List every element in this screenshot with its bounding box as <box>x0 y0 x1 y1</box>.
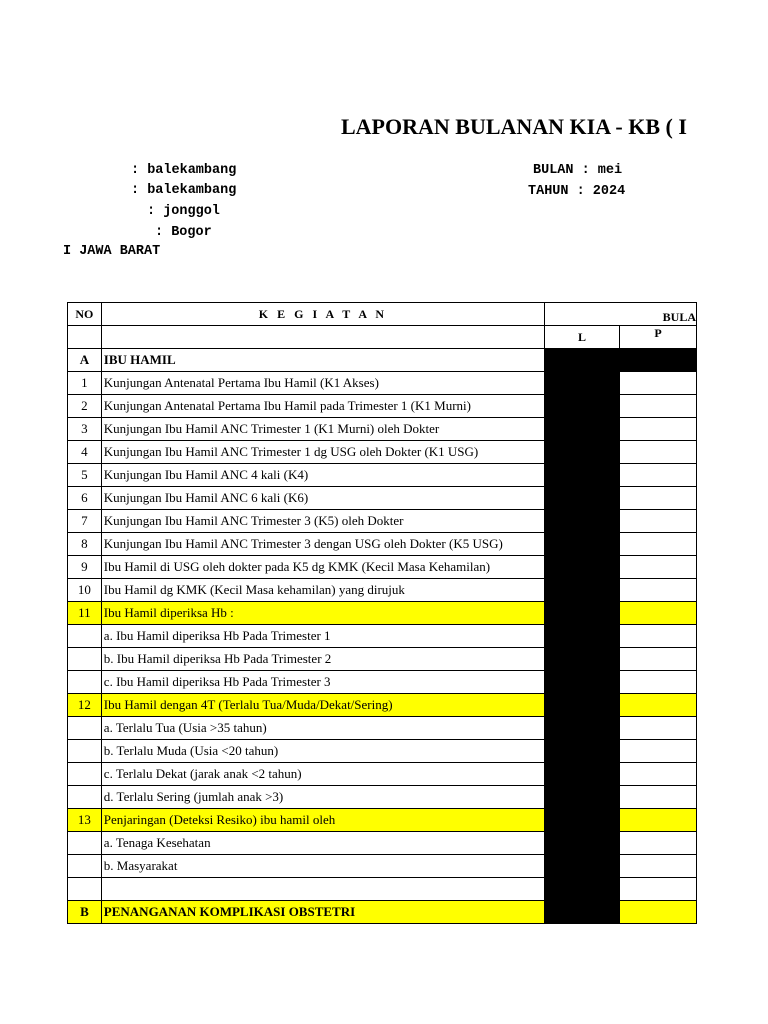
row-no: 3 <box>68 418 102 441</box>
table-row <box>68 510 697 533</box>
row-kegiatan: Kunjungan Ibu Hamil ANC Trimester 3 dengan USG oleh Dokter (K5 USG) <box>101 533 544 556</box>
table-header-row <box>68 303 697 326</box>
row-kegiatan: a. Tenaga Kesehatan <box>101 832 544 855</box>
row-kegiatan: d. Terlalu Sering (jumlah anak >3) <box>101 786 544 809</box>
table-row <box>68 694 697 717</box>
row-kegiatan: b. Masyarakat <box>101 855 544 878</box>
table-row <box>68 878 697 901</box>
row-no <box>68 717 102 740</box>
table-subheader-row <box>68 326 697 349</box>
table-row <box>68 579 697 602</box>
row-no: 12 <box>68 694 102 717</box>
row-no <box>68 832 102 855</box>
row-p-cell <box>620 786 697 809</box>
table-row <box>68 395 697 418</box>
row-no: 6 <box>68 487 102 510</box>
row-no <box>68 878 102 901</box>
table-row <box>68 556 697 579</box>
info-puskesmas: : balekambang <box>131 183 237 198</box>
row-no: 13 <box>68 809 102 832</box>
row-p-cell <box>620 878 697 901</box>
row-no <box>68 671 102 694</box>
row-no: 2 <box>68 395 102 418</box>
row-no <box>68 855 102 878</box>
table-row <box>68 418 697 441</box>
report-title: LAPORAN BULANAN KIA - KB ( I <box>341 114 687 139</box>
header-l: L <box>545 326 620 349</box>
table-row <box>68 717 697 740</box>
info-tahun: TAHUN : 2024 <box>528 184 626 199</box>
row-no <box>68 786 102 809</box>
table-row <box>68 648 697 671</box>
table-row <box>68 602 697 625</box>
row-p-cell <box>620 717 697 740</box>
row-no: 7 <box>68 510 102 533</box>
row-kegiatan: Ibu Hamil di USG oleh dokter pada K5 dg KMK (Kecil Masa Kehamilan) <box>101 556 544 579</box>
row-kegiatan: PENANGANAN KOMPLIKASI OBSTETRI <box>101 901 544 924</box>
header-no-empty <box>68 326 102 349</box>
row-p-cell <box>620 901 697 924</box>
row-l-cell <box>545 441 620 464</box>
table-row <box>68 372 697 395</box>
row-l-cell <box>545 855 620 878</box>
row-l-cell <box>545 648 620 671</box>
row-l-cell <box>545 464 620 487</box>
row-l-cell <box>545 487 620 510</box>
row-no: B <box>68 901 102 924</box>
row-p-cell <box>620 694 697 717</box>
table-row <box>68 625 697 648</box>
row-kegiatan: b. Terlalu Muda (Usia <20 tahun) <box>101 740 544 763</box>
header-p: P <box>620 326 697 349</box>
header-bulan: BULA <box>545 303 697 326</box>
row-kegiatan: c. Terlalu Dekat (jarak anak <2 tahun) <box>101 763 544 786</box>
row-no: A <box>68 349 102 372</box>
table-row <box>68 809 697 832</box>
row-p-cell <box>620 533 697 556</box>
row-kegiatan: Kunjungan Antenatal Pertama Ibu Hamil (K1 Akses) <box>101 372 544 395</box>
row-kegiatan: Kunjungan Antenatal Pertama Ibu Hamil pada Trimester 1 (K1 Murni) <box>101 395 544 418</box>
table-row <box>68 786 697 809</box>
row-l-cell <box>545 740 620 763</box>
row-no: 9 <box>68 556 102 579</box>
row-p-cell <box>620 832 697 855</box>
table-row <box>68 464 697 487</box>
row-l-cell <box>545 510 620 533</box>
table-row <box>68 441 697 464</box>
row-l-cell <box>545 372 620 395</box>
row-l-cell <box>545 694 620 717</box>
row-kegiatan: c. Ibu Hamil diperiksa Hb Pada Trimester 3 <box>101 671 544 694</box>
table-row <box>68 763 697 786</box>
row-p-cell <box>620 395 697 418</box>
row-kegiatan: Ibu Hamil dengan 4T (Terlalu Tua/Muda/Dekat/Sering) <box>101 694 544 717</box>
row-kegiatan: IBU HAMIL <box>101 349 544 372</box>
row-no: 10 <box>68 579 102 602</box>
info-desa: : balekambang <box>131 163 237 178</box>
table-row <box>68 533 697 556</box>
row-l-cell <box>545 786 620 809</box>
header-no: NO <box>68 303 102 326</box>
row-p-cell <box>620 372 697 395</box>
row-kegiatan: Kunjungan Ibu Hamil ANC Trimester 1 dg USG oleh Dokter (K1 USG) <box>101 441 544 464</box>
row-no: 1 <box>68 372 102 395</box>
table-row <box>68 671 697 694</box>
row-l-cell <box>545 602 620 625</box>
table-row <box>68 740 697 763</box>
row-no: 5 <box>68 464 102 487</box>
kegiatan-table <box>67 302 697 924</box>
row-p-cell <box>620 763 697 786</box>
row-p-cell <box>620 556 697 579</box>
row-l-cell <box>545 625 620 648</box>
row-kegiatan: a. Ibu Hamil diperiksa Hb Pada Trimester 1 <box>101 625 544 648</box>
table-row <box>68 855 697 878</box>
row-p-cell <box>620 441 697 464</box>
row-p-cell <box>620 487 697 510</box>
row-no <box>68 740 102 763</box>
row-l-cell <box>545 878 620 901</box>
row-p-cell <box>620 855 697 878</box>
row-kegiatan: Kunjungan Ibu Hamil ANC 4 kali (K4) <box>101 464 544 487</box>
row-no <box>68 648 102 671</box>
row-kegiatan: Ibu Hamil dg KMK (Kecil Masa kehamilan) yang dirujuk <box>101 579 544 602</box>
info-provinsi: I JAWA BARAT <box>63 244 161 259</box>
row-p-cell <box>620 602 697 625</box>
row-kegiatan: Ibu Hamil diperiksa Hb : <box>101 602 544 625</box>
row-kegiatan <box>101 878 544 901</box>
row-l-cell <box>545 418 620 441</box>
row-kegiatan: Penjaringan (Deteksi Resiko) ibu hamil oleh <box>101 809 544 832</box>
row-l-cell <box>545 395 620 418</box>
row-kegiatan: Kunjungan Ibu Hamil ANC 6 kali (K6) <box>101 487 544 510</box>
table-row <box>68 901 697 924</box>
row-l-cell <box>545 671 620 694</box>
row-p-cell <box>620 809 697 832</box>
row-l-cell <box>545 579 620 602</box>
row-p-cell <box>620 625 697 648</box>
row-kegiatan: Kunjungan Ibu Hamil ANC Trimester 3 (K5) oleh Dokter <box>101 510 544 533</box>
table-row <box>68 832 697 855</box>
row-p-cell <box>620 740 697 763</box>
row-p-cell <box>620 648 697 671</box>
row-p-cell <box>620 510 697 533</box>
row-no: 4 <box>68 441 102 464</box>
row-no <box>68 763 102 786</box>
row-l-cell <box>545 717 620 740</box>
info-kecamatan: : jonggol <box>147 204 220 219</box>
row-kegiatan: Kunjungan Ibu Hamil ANC Trimester 1 (K1 Murni) oleh Dokter <box>101 418 544 441</box>
row-p-cell <box>620 579 697 602</box>
info-kabupaten: : Bogor <box>155 225 212 240</box>
row-p-cell <box>620 418 697 441</box>
table-row <box>68 349 697 372</box>
row-l-cell <box>545 533 620 556</box>
row-l-cell <box>545 901 620 924</box>
row-kegiatan: b. Ibu Hamil diperiksa Hb Pada Trimester 2 <box>101 648 544 671</box>
row-kegiatan: a. Terlalu Tua (Usia >35 tahun) <box>101 717 544 740</box>
header-kegiatan-empty <box>101 326 544 349</box>
row-l-cell <box>545 763 620 786</box>
header-kegiatan: K E G I A T A N <box>101 303 544 326</box>
row-p-cell <box>620 349 697 372</box>
row-l-cell <box>545 809 620 832</box>
table-row <box>68 487 697 510</box>
row-no <box>68 625 102 648</box>
row-p-cell <box>620 464 697 487</box>
row-p-cell <box>620 671 697 694</box>
row-no: 8 <box>68 533 102 556</box>
row-l-cell <box>545 556 620 579</box>
row-l-cell <box>545 349 620 372</box>
info-bulan: BULAN : mei <box>533 163 623 178</box>
row-no: 11 <box>68 602 102 625</box>
row-l-cell <box>545 832 620 855</box>
